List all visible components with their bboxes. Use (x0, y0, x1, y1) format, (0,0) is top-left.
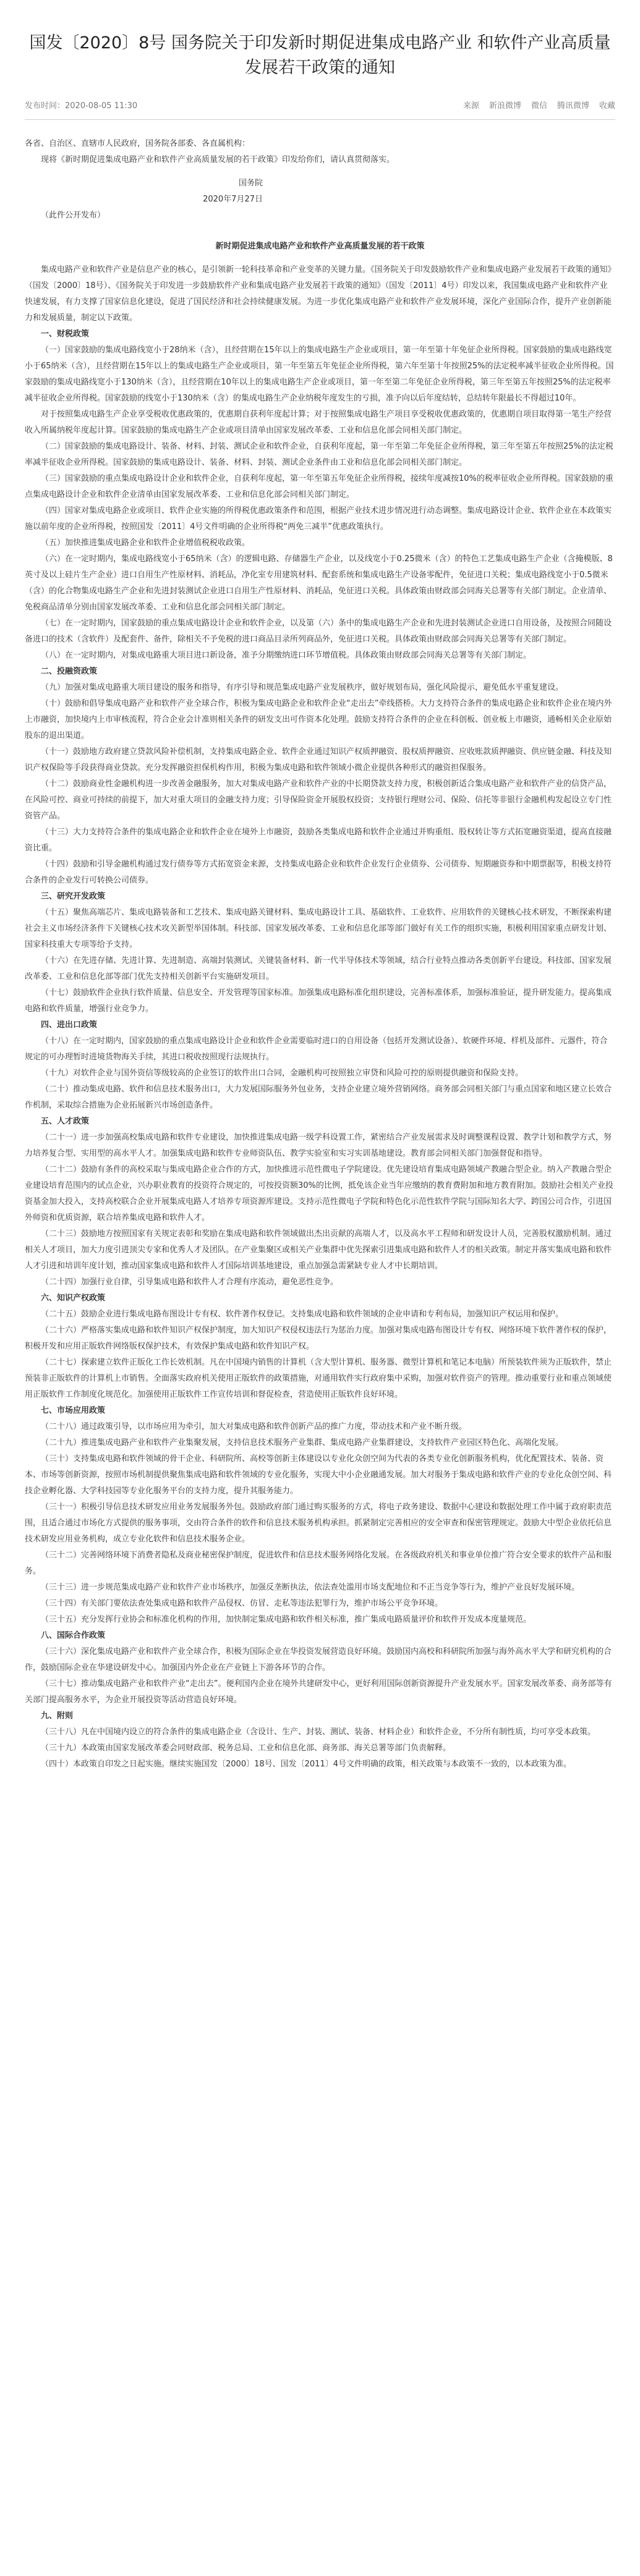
share-source[interactable]: 来源 (463, 101, 479, 111)
section-paragraph: （四）国家对集成电路企业或项目、软件企业实施的所得税优惠政策条件和范围，根据产业技术进步情况进行动态调整。集成电路设计企业、软件企业在本政策实施以前年度的企业所得税，按照国发〔2011〕4号文件明确的企业所得税“两免三减半”优惠政策执行。 (25, 506, 612, 532)
policy-sections (25, 326, 615, 1773)
doc-intro: 现将《新时期促进集成电路产业和软件产业高质量发展的若干政策》印发给你们，请认真贯彻落实。 (41, 155, 395, 165)
section-paragraph: （十六）在先进存储、先进计算、先进制造、高端封装测试、关键装备材料、新一代半导体技术等领域，结合行业特点推动各类创新平台建设。科技部、国家发展改革委、工业和信息化部等部门优先支持相关创新平台实施研发项目。 (25, 956, 612, 982)
section-paragraph: （二十四）加强行业自律，引导集成电路和软件人才合理有序流动，避免恶性竞争。 (41, 1277, 339, 1287)
article-meta (25, 99, 615, 120)
doc-addressee: 各省、自治区、直辖市人民政府，国务院各部委、各直属机构： (25, 139, 250, 149)
section-paragraph: （二十七）探索建立软件正版化工作长效机制。凡在中国境内销售的计算机（含大型计算机、服务器、微型计算机和笔记本电脑）所预装软件须为正版软件，禁止预装非正版软件的计算机上市销售。全面落实政府机关使用正版软件的政策措施，对通用软件实行政府集中采购，加强对软件资产的管理。推动重要行业和重点领域使用正版软件工作制度化规范化。加强使用正版软件工作宣传培训和督促检查，营造使用正版软件良好环境。 (25, 1358, 612, 1400)
section-heading: 一、财税政策 (41, 329, 90, 339)
section-paragraph: （二十八）通过政策引导，以市场应用为牵引，加大对集成电路和软件创新产品的推广力度，带动技术和产业不断升级。 (41, 1422, 467, 1432)
section-paragraph: （三十九）本政策由国家发展改革委会同财政部、税务总局、工业和信息化部、商务部、海关总署等部门负责解释。 (41, 1743, 451, 1753)
section-heading: 七、市场应用政策 (41, 1406, 106, 1416)
section-paragraph: （三十六）深化集成电路产业和软件产业全球合作，积极为国际企业在华投资发展营造良好环境。鼓励国内高校和科研院所加强与海外高水平大学和研究机构的合作，鼓励国际企业在华建设研发中心。加强国内外企业在产业链上下游各环节的合作。 (25, 1647, 612, 1673)
section-heading: 八、国际合作政策 (41, 1631, 106, 1641)
section-paragraph: （二十五）鼓励企业进行集成电路布图设计专有权、软件著作权登记。支持集成电路和软件领域的企业申请和专利布局，加强知识产权运用和保护。 (41, 1310, 564, 1320)
article-body (0, 120, 640, 1773)
section-paragraph: （十三）大力支持符合条件的集成电路企业和软件企业在境外上市融资，鼓励各类集成电路和软件企业通过并购重组、股权转让等方式拓宽融资渠道，提高直接融资比重。 (25, 828, 612, 854)
section-heading: 四、进出口政策 (41, 1020, 98, 1030)
section-paragraph: （二十二）鼓励有条件的高校采取与集成电路企业合作的方式，加快推进示范性微电子学院建设。优先建设培育集成电路领域产教融合型企业。纳入产教融合型企业建设培育范围内的试点企业，兴办职业教育的投资符合规定的，可按投资额30%的比例，抵免该企业当年应缴纳的教育费附加和地方教育附加。鼓励社会相关产业投资基金加大投入，支持高校联合企业开展集成电路人才培养专项资源库建设。支持示范性微电子学院和特色化示范性软件学院与国际知名大学、跨国公司合作，引进国外师资和优质资源，联合培养集成电路和软件人才。 (25, 1165, 613, 1223)
section-paragraph: （一）国家鼓励的集成电路线宽小于28纳米（含），且经营期在15年以上的集成电路生产企业或项目，第一年至第十年免征企业所得税。国家鼓励的集成电路线宽小于65纳米（含），且经营期在15年以上的集成电路生产企业或项目，第一年至第五年免征企业所得税，第六年至第十年按照25%的法定税率减半征收企业所得税。国家鼓励的集成电路线宽小于130纳米（含），且经营期在10年以上的集成电路生产企业或项目，第一年至第二年免征企业所得税，第三年至第五年按照25%的法定税率减半征收企业所得税。国家鼓励的线宽小于130纳米（含）的集成电路生产企业纳税年度发生的亏损，准予向以后年度结转，总结转年限最长不得超过10年。 (25, 345, 614, 404)
section-paragraph: （十八）在一定时期内，国家鼓励的重点集成电路设计企业和软件企业需要临时进口的自用设备（包括开发测试设备）、软硬件环境、样机及部件、元器件，符合规定的可办理暂时进境货物海关手续，其进口税收按照现行法规执行。 (25, 1036, 608, 1062)
section-paragraph: （三十四）有关部门要依法查处集成电路和软件产品侵权、仿冒、走私等违法犯罪行为，维护市场公平竞争环境。 (41, 1599, 443, 1609)
policy-preface: 集成电路产业和软件产业是信息产业的核心，是引领新一轮科技革命和产业变革的关键力量。《国务院关于印发鼓励软件产业和集成电路产业发展若干政策的通知》（国发〔2000〕18号）、《国务院关于印发进一步鼓励软件产业和集成电路产业发展若干政策的通知》（国发〔2011〕4号）印发以来，我国集成电路产业和软件产业快速发展，有力支撑了国家信息化建设，促进了国民经济和社会持续健康发展。为进一步优化集成电路产业和软件产业发展环境，深化产业国际合作，提升产业创新能力和发展质量，制定以下政策。 (25, 265, 612, 323)
section-paragraph: （五）加快推进集成电路企业和软件企业增值税税收政策。 (41, 538, 250, 548)
section-paragraph: （十一）鼓励地方政府建立贷款风险补偿机制，支持集成电路企业、软件企业通过知识产权质押融资、股权质押融资、应收账款质押融资、供应链金融、科技及知识产权保险等手段获得商业贷款。充分发挥融资担保机构作用，积极为集成电路和软件领域小微企业提供各种形式的融资担保服务。 (25, 747, 612, 773)
section-paragraph: （二）国家鼓励的集成电路设计、装备、材料、封装、测试企业和软件企业，自获利年度起，第一年至第二年免征企业所得税，第三年至第五年按照25%的法定税率减半征收企业所得税。国家鼓励的集成电路设计、装备、材料、封装、测试企业条件由工业和信息化部会同相关部门制定。 (25, 442, 613, 468)
section-paragraph: （十四）鼓励和引导金融机构通过发行债券等方式拓宽资金来源，支持集成电路企业和软件企业发行企业债券、公司债券、短期融资券和中期票据等，积极支持符合条件的企业发行可转换公司债券。 (25, 860, 612, 886)
doc-note: （此件公开发布） (41, 211, 106, 221)
section-paragraph: （四十）本政策自印发之日起实施。继续实施国发〔2000〕18号、国发〔2011〕4号文件明确的政策，相关政策与本政策不一致的，以本政策为准。 (41, 1760, 571, 1769)
section-heading: 三、研究开发政策 (41, 892, 106, 902)
section-paragraph: （三十三）进一步规范集成电路产业和软件产业市场秩序，加强反垄断执法，依法查处滥用市场支配地位和不正当竞争等行为，维护产业良好发展环境。 (41, 1583, 580, 1593)
section-paragraph: （三十七）推动集成电路产业和软件产业“走出去”。便利国内企业在境外共建研发中心，更好利用国际创新资源提升产业发展水平。国家发展改革委、商务部等有关部门提高服务水平，为企业开展投资等活动营造良好环境。 (25, 1679, 612, 1705)
section-paragraph: （九）加强对集成电路重大项目建设的服务和指导，有序引导和规范集成电路产业发展秩序，做好规划布局，强化风险提示，避免低水平重复建设。 (41, 683, 564, 693)
section-paragraph: （三十八）凡在中国境内设立的符合条件的集成电路企业（含设计、生产、封装、测试、装备、材料企业）和软件企业，不分所有制性质，均可享受本政策。 (41, 1727, 596, 1737)
section-paragraph: （十七）鼓励软件企业执行软件质量、信息安全、开发管理等国家标准。加强集成电路标准化组织建设，完善标准体系，加强标准验证，提升研发能力。提高集成电路和软件质量，增强行业竞争力。 (25, 988, 612, 1014)
section-paragraph: （三十）支持集成电路和软件领域的骨干企业、科研院所、高校等创新主体建设以专业化众创空间为代表的各类专业化创新服务机构，优化配置技术、装备、资本、市场等创新资源，按照市场机制提供聚焦集成电路和软件领域的专业化服务，实现大中小企业融通发展。加大对服务于集成电路和软件产业的专业化众创空间、科技企业孵化器、大学科技园等专业化服务平台的支持力度，提升其服务能力。 (25, 1454, 612, 1496)
section-heading: 五、人才政策 (41, 1117, 90, 1127)
section-paragraph: （二十三）鼓励地方按照国家有关规定表彰和奖励在集成电路和软件领域做出杰出贡献的高端人才，以及高水平工程师和研发设计人员，完善股权激励机制。通过相关人才项目，加大力度引进顶尖专家和优秀人才及团队。在产业集聚区或相关产业集群中优先探索引进集成电路和软件人才的相关政策。制定并落实集成电路和软件人才引进和培训年度计划，推动国家集成电路和软件人才国际培训基地建设，重点加强急需紧缺专业人才中长期培训。 (25, 1229, 612, 1271)
section-paragraph: （八）在一定时期内，对集成电路重大项目进口新设备，准予分期缴纳进口环节增值税。具体政策由财政部会同海关总署等有关部门制定。 (41, 651, 532, 661)
doc-signature: 国务院 (238, 179, 263, 189)
section-paragraph: （三十五）充分发挥行业协会和标准化机构的作用，加快制定集成电路和软件相关标准，推广集成电路质量评价和软件开发成本度量规范。 (41, 1615, 532, 1625)
share-favorite[interactable]: 收藏 (599, 101, 615, 111)
share-bar (463, 99, 615, 111)
section-paragraph: （二十九）推进集成电路产业和软件产业集聚发展，支持信息技术服务产业集群、集成电路产业集群建设，支持软件产业园区特色化、高端化发展。 (41, 1438, 564, 1448)
share-wechat[interactable]: 微信 (531, 101, 547, 111)
doc-date: 2020年7月27日 (203, 195, 263, 205)
section-paragraph: （六）在一定时期内，集成电路线宽小于65纳米（含）的逻辑电路、存储器生产企业，以及线宽小于0.25微米（含）的特色工艺集成电路生产企业（含掩模版、8英寸及以上硅片生产企业）进口自用生产性原材料、消耗品，净化室专用建筑材料、配套系统和集成电路生产设备零配件，免征进口关税；集成电路线宽小于0.5微米（含）的化合物集成电路生产企业和先进封装测试企业进口自用生产性原材料、消耗品，免征进口关税。具体政策由财政部会同海关总署等有关部门制定。企业清单、免税商品清单分别由国家发展改革委、工业和信息化部会同相关部门制定。 (25, 554, 613, 612)
section-paragraph: （二十）推动集成电路、软件和信息技术服务出口，大力发展国际服务外包业务，支持企业建立境外营销网络。商务部会同相关部门与重点国家和地区建立长效合作机制，采取综合措施为企业拓展新兴市场创造条件。 (25, 1085, 612, 1111)
section-paragraph: （三十二）完善网络环境下消费者隐私及商业秘密保护制度，促进软件和信息技术服务网络化发展。在各级政府机关和事业单位推广符合安全要求的软件产品和服务。 (25, 1551, 612, 1577)
section-heading: 九、附则 (41, 1711, 74, 1721)
policy-title: 新时期促进集成电路产业和软件产业高质量发展的若干政策 (215, 242, 425, 252)
section-paragraph: （十）鼓励和倡导集成电路产业和软件产业全球合作，积极为集成电路企业和软件企业“走出去”牵线搭桥。大力支持符合条件的集成电路企业和软件企业在境内外上市融资，加快境内上市审核流程，符合企业会计准则相关条件的研发支出可作资本化处理。鼓励支持符合条件的企业在科创板、创业板上市融资，通畅相关企业原始股东的退出渠道。 (25, 699, 612, 741)
share-weibo[interactable]: 新浪微博 (489, 101, 521, 111)
section-paragraph: （七）在一定时期内，国家鼓励的重点集成电路设计企业和软件企业，以及第（六）条中的集成电路生产企业和先进封装测试企业进口自用设备，及按照合同随设备进口的技术（含软件）及配套件、备件，除相关不予免税的进口商品目录所列商品外，免征进口关税。具体政策由财政部会同海关总署等有关部门制定。 (25, 619, 612, 645)
section-paragraph: 对于按照集成电路生产企业享受税收优惠政策的，优惠期自获利年度起计算；对于按照集成电路生产项目享受税收优惠政策的，优惠期自项目取得第一笔生产经营收入所属纳税年度起计算。国家鼓励的集成电路生产企业或项目清单由国家发展改革委、工业和信息化部会同相关部门制定。 (25, 410, 612, 436)
article-title: 国发〔2020〕8号 国务院关于印发新时期促进集成电路产业 和软件产业高质量发展若干政策的通知 (29, 33, 611, 78)
section-paragraph: （十五）聚焦高端芯片、集成电路装备和工艺技术、集成电路关键材料、集成电路设计工具、基础软件、工业软件、应用软件的关键核心技术研发，不断探索构建社会主义市场经济条件下关键核心技术攻关新型举国体制。科技部、国家发展改革委、工业和信息化部等部门做好有关工作的组织实施，积极利用国家重点研发计划、国家科技重大专项等给予支持。 (25, 908, 612, 950)
share-tencent-weibo[interactable]: 腾讯微博 (557, 101, 589, 111)
section-paragraph: （十二）鼓励商业性金融机构进一步改善金融服务，加大对集成电路产业和软件产业的中长期贷款支持力度，积极创新适合集成电路产业和软件产业的信贷产品，在风险可控、商业可持续的前提下，加大对重大项目的金融支持力度；引导保险资金开展股权投资；支持银行理财公司、保险、信托等非银行金融机构发起设立专门性资管产品。 (25, 779, 612, 821)
section-paragraph: （三十一）积极引导信息技术研发应用业务发展服务外包。鼓励政府部门通过购买服务的方式，将电子政务建设、数据中心建设和数据处理工作中属于政府职责范围，且适合通过市场化方式提供的服务事项，交由符合条件的软件和信息技术服务机构承担。抓紧制定完善相应的安全审查和保密管理规定。鼓励大中型企业依托信息技术研发应用业务机构，成立专业化软件和信息技术服务企业。 (25, 1502, 612, 1544)
section-paragraph: （三）国家鼓励的重点集成电路设计企业和软件企业，自获利年度起，第一年至第五年免征企业所得税，接续年度减按10%的税率征收企业所得税。国家鼓励的重点集成电路设计企业和软件企业清单由国家发展改革委、工业和信息化部会同相关部门制定。 (25, 474, 613, 500)
publish-info: 发布时间：2020-08-05 11:30 (25, 101, 138, 111)
section-paragraph: （二十一）进一步加强高校集成电路和软件专业建设，加快推进集成电路一级学科设置工作，紧密结合产业发展需求及时调整课程设置、教学计划和教学方式，努力培养复合型、实用型的高水平人才。加强集成电路和软件专业师资队伍、教学实验室和实习实训基地建设。教育部会同相关部门加强督促和指导。 (25, 1133, 612, 1159)
section-heading: 二、投融资政策 (41, 667, 98, 677)
section-paragraph: （十九）对软件企业与国外资信等级较高的企业签订的软件出口合同，金融机构可按照独立审贷和风险可控的原则提供融资和保险支持。 (41, 1069, 524, 1078)
section-paragraph: （二十六）严格落实集成电路和软件知识产权保护制度，加大知识产权侵权违法行为惩治力度。加强对集成电路布图设计专有权、网络环境下软件著作权的保护，积极开发和应用正版软件网络版权保护技术，有效保护集成电路和软件知识产权。 (25, 1326, 612, 1352)
article-page (0, 11, 640, 2576)
section-heading: 六、知识产权政策 (41, 1294, 106, 1303)
